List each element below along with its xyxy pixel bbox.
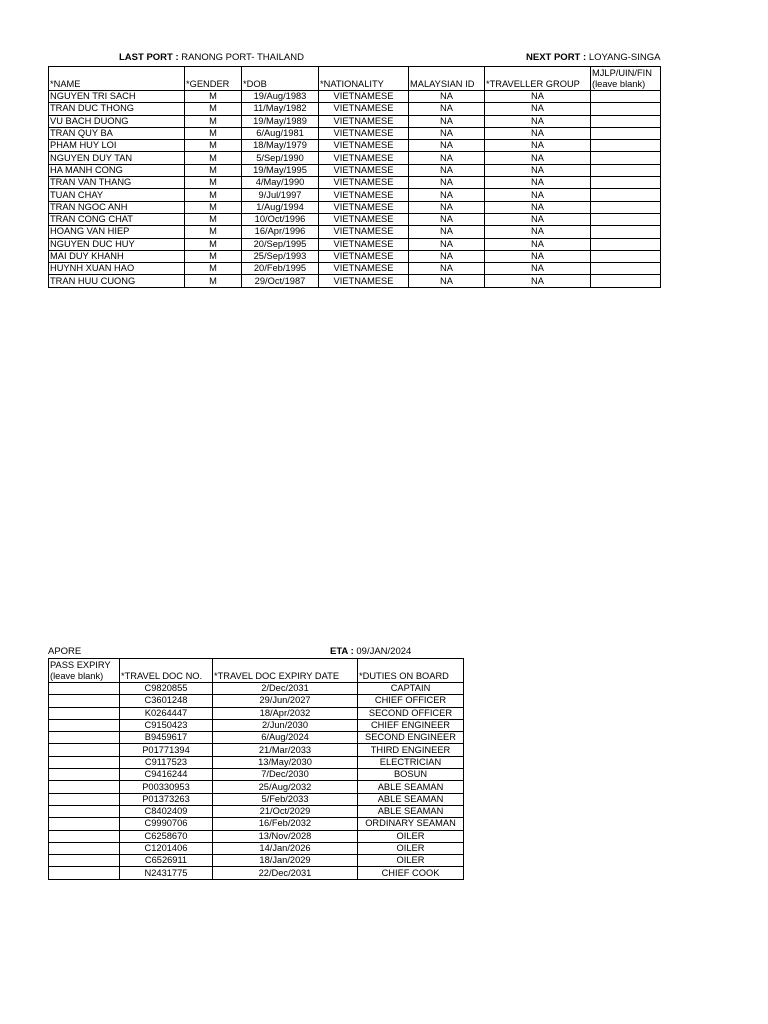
nationality-cell: VIETNAMESE <box>319 140 409 152</box>
crew-name-cell: HA MANH CONG <box>49 164 185 176</box>
malaysian-id-cell: NA <box>409 250 485 262</box>
doc-expiry-cell: 18/Jan/2029 <box>213 855 358 867</box>
duty-cell: CAPTAIN <box>358 683 464 695</box>
travel-doc-cell: C9416244 <box>120 769 213 781</box>
dob-cell: 1/Aug/1994 <box>242 201 319 213</box>
table-row <box>49 732 464 744</box>
mjlp-cell <box>591 275 661 287</box>
col-pass-expiry-header: PASS EXPIRY (leave blank) <box>49 659 120 683</box>
nationality-cell: VIETNAMESE <box>319 177 409 189</box>
col-dob-header: *DOB <box>242 67 319 91</box>
crew-table-part1-body <box>49 91 661 288</box>
malaysian-id-cell: NA <box>409 91 485 103</box>
doc-expiry-cell: 2/Dec/2031 <box>213 683 358 695</box>
mjlp-cell <box>591 263 661 275</box>
duty-cell: SECOND ENGINEER <box>358 732 464 744</box>
malaysian-id-cell: NA <box>409 152 485 164</box>
nationality-cell: VIETNAMESE <box>319 201 409 213</box>
mjlp-cell <box>591 103 661 115</box>
nationality-cell: VIETNAMESE <box>319 115 409 127</box>
nationality-cell: VIETNAMESE <box>319 91 409 103</box>
dob-cell: 4/May/1990 <box>242 177 319 189</box>
travel-doc-cell: C9820855 <box>120 683 213 695</box>
malaysian-id-cell: NA <box>409 140 485 152</box>
mjlp-cell <box>591 250 661 262</box>
malaysian-id-cell: NA <box>409 164 485 176</box>
table-row <box>49 238 661 250</box>
mjlp-cell <box>591 201 661 213</box>
crew-name-cell: TRAN VAN THANG <box>49 177 185 189</box>
traveller-group-cell: NA <box>485 189 591 201</box>
traveller-group-cell: NA <box>485 152 591 164</box>
duty-cell: BOSUN <box>358 769 464 781</box>
table-row <box>49 201 661 213</box>
col-doc-expiry-header: *TRAVEL DOC EXPIRY DATE <box>213 659 358 683</box>
nationality-cell: VIETNAMESE <box>319 250 409 262</box>
pass-expiry-cell <box>49 769 120 781</box>
crew-table-part2-body <box>49 683 464 880</box>
traveller-group-cell: NA <box>485 213 591 225</box>
mjlp-cell <box>591 140 661 152</box>
pass-expiry-cell <box>49 830 120 842</box>
duty-cell: ELECTRICIAN <box>358 756 464 768</box>
malaysian-id-cell: NA <box>409 238 485 250</box>
crew-name-cell: HUYNH XUAN HAO <box>49 263 185 275</box>
mjlp-cell <box>591 115 661 127</box>
dob-cell: 20/Feb/1995 <box>242 263 319 275</box>
nationality-cell: VIETNAMESE <box>319 127 409 139</box>
traveller-group-cell: NA <box>485 263 591 275</box>
table-row <box>49 189 661 201</box>
doc-expiry-cell: 14/Jan/2026 <box>213 842 358 854</box>
pass-expiry-cell <box>49 867 120 879</box>
duty-cell: ORDINARY SEAMAN <box>358 818 464 830</box>
dob-cell: 19/Aug/1983 <box>242 91 319 103</box>
pass-expiry-cell <box>49 707 120 719</box>
table-row <box>49 855 464 867</box>
gender-cell: M <box>185 275 242 287</box>
eta-value: 09/JAN/2024 <box>356 646 412 657</box>
pass-expiry-cell <box>49 842 120 854</box>
nationality-cell: VIETNAMESE <box>319 238 409 250</box>
duty-cell: THIRD ENGINEER <box>358 744 464 756</box>
duty-cell: CHIEF OFFICER <box>358 695 464 707</box>
table-row <box>49 127 661 139</box>
last-port-line <box>119 52 304 63</box>
travel-doc-cell: B9459617 <box>120 732 213 744</box>
duty-cell: OILER <box>358 830 464 842</box>
mjlp-cell <box>591 213 661 225</box>
traveller-group-cell: NA <box>485 103 591 115</box>
nationality-cell: VIETNAMESE <box>319 213 409 225</box>
crew-table-part2 <box>48 658 464 880</box>
travel-doc-cell: C9990706 <box>120 818 213 830</box>
crew-name-cell: TRAN QUY BA <box>49 127 185 139</box>
travel-doc-cell: C1201406 <box>120 842 213 854</box>
traveller-group-cell: NA <box>485 140 591 152</box>
doc-expiry-cell: 13/Nov/2028 <box>213 830 358 842</box>
table-row <box>49 250 661 262</box>
table-row <box>49 842 464 854</box>
traveller-group-cell: NA <box>485 238 591 250</box>
gender-cell: M <box>185 250 242 262</box>
travel-doc-cell: C6258670 <box>120 830 213 842</box>
mjlp-cell <box>591 127 661 139</box>
dob-cell: 9/Jul/1997 <box>242 189 319 201</box>
traveller-group-cell: NA <box>485 91 591 103</box>
pass-expiry-cell <box>49 695 120 707</box>
gender-cell: M <box>185 127 242 139</box>
col-mjlp-header: MJLP/UIN/FIN (leave blank) <box>591 67 661 91</box>
nationality-cell: VIETNAMESE <box>319 275 409 287</box>
traveller-group-cell: NA <box>485 201 591 213</box>
crew-name-cell: NGUYEN DUY TAN <box>49 152 185 164</box>
pass-expiry-cell <box>49 732 120 744</box>
traveller-group-cell: NA <box>485 177 591 189</box>
nationality-cell: VIETNAMESE <box>319 164 409 176</box>
table-row <box>49 152 661 164</box>
table-row <box>49 818 464 830</box>
nationality-cell: VIETNAMESE <box>319 263 409 275</box>
traveller-group-cell: NA <box>485 164 591 176</box>
gender-cell: M <box>185 164 242 176</box>
table-row <box>49 769 464 781</box>
crew-name-cell: TRAN NGOC ANH <box>49 201 185 213</box>
crew-name-cell: PHAM HUY LOI <box>49 140 185 152</box>
table-row <box>49 867 464 879</box>
duty-cell: CHIEF COOK <box>358 867 464 879</box>
table-row <box>49 683 464 695</box>
col-duties-header: *DUTIES ON BOARD <box>358 659 464 683</box>
gender-cell: M <box>185 177 242 189</box>
duty-cell: ABLE SEAMAN <box>358 805 464 817</box>
gender-cell: M <box>185 103 242 115</box>
table-row <box>49 140 661 152</box>
dob-cell: 25/Sep/1993 <box>242 250 319 262</box>
dob-cell: 5/Sep/1990 <box>242 152 319 164</box>
col-travel-doc-header: *TRAVEL DOC NO. <box>120 659 213 683</box>
malaysian-id-cell: NA <box>409 275 485 287</box>
pass-expiry-cell <box>49 744 120 756</box>
malaysian-id-cell: NA <box>409 177 485 189</box>
table-row <box>49 115 661 127</box>
next-port-line <box>526 52 661 63</box>
travel-doc-cell: P01373263 <box>120 793 213 805</box>
next-port-label: NEXT PORT : <box>526 52 587 63</box>
travel-doc-cell: C3601248 <box>120 695 213 707</box>
nationality-cell: VIETNAMESE <box>319 103 409 115</box>
doc-expiry-cell: 18/Apr/2032 <box>213 707 358 719</box>
crew-name-cell: HOANG VAN HIEP <box>49 226 185 238</box>
mjlp-cell <box>591 177 661 189</box>
traveller-group-cell: NA <box>485 127 591 139</box>
travel-doc-cell: C9117523 <box>120 756 213 768</box>
malaysian-id-cell: NA <box>409 201 485 213</box>
gender-cell: M <box>185 115 242 127</box>
gender-cell: M <box>185 213 242 225</box>
table-row <box>49 695 464 707</box>
gender-cell: M <box>185 152 242 164</box>
crew-name-cell: NGUYEN DUC HUY <box>49 238 185 250</box>
table-row <box>49 263 661 275</box>
travel-doc-cell: P00330953 <box>120 781 213 793</box>
malaysian-id-cell: NA <box>409 213 485 225</box>
dob-cell: 11/May/1982 <box>242 103 319 115</box>
table-row <box>49 805 464 817</box>
duty-cell: CHIEF ENGINEER <box>358 719 464 731</box>
table-row <box>49 719 464 731</box>
mjlp-cell <box>591 226 661 238</box>
doc-expiry-cell: 16/Feb/2032 <box>213 818 358 830</box>
gender-cell: M <box>185 189 242 201</box>
doc-expiry-cell: 21/Oct/2029 <box>213 805 358 817</box>
traveller-group-cell: NA <box>485 275 591 287</box>
last-port-label: LAST PORT : <box>119 52 179 63</box>
table-row <box>49 164 661 176</box>
doc-expiry-cell: 7/Dec/2030 <box>213 769 358 781</box>
dob-cell: 29/Oct/1987 <box>242 275 319 287</box>
table-row <box>49 275 661 287</box>
last-port-value: RANONG PORT- THAILAND <box>181 52 304 63</box>
gender-cell: M <box>185 91 242 103</box>
crew-name-cell: TUAN CHAY <box>49 189 185 201</box>
dob-cell: 19/May/1995 <box>242 164 319 176</box>
mjlp-cell <box>591 152 661 164</box>
table-row <box>49 756 464 768</box>
gender-cell: M <box>185 201 242 213</box>
mjlp-cell <box>591 189 661 201</box>
dob-cell: 19/May/1989 <box>242 115 319 127</box>
duty-cell: ABLE SEAMAN <box>358 793 464 805</box>
col-name-header: *NAME <box>49 67 185 91</box>
crew-table-part1 <box>48 66 661 288</box>
traveller-group-cell: NA <box>485 115 591 127</box>
crew-name-cell: VU BACH DUONG <box>49 115 185 127</box>
pass-expiry-cell <box>49 781 120 793</box>
table-row <box>49 830 464 842</box>
malaysian-id-cell: NA <box>409 189 485 201</box>
crew-name-cell: MAI DUY KHANH <box>49 250 185 262</box>
travel-doc-cell: C6526911 <box>120 855 213 867</box>
table-row <box>49 707 464 719</box>
dob-cell: 18/May/1979 <box>242 140 319 152</box>
mjlp-cell <box>591 238 661 250</box>
traveller-group-cell: NA <box>485 250 591 262</box>
nationality-cell: VIETNAMESE <box>319 189 409 201</box>
nationality-cell: VIETNAMESE <box>319 226 409 238</box>
eta-line <box>330 646 411 657</box>
dob-cell: 10/Oct/1996 <box>242 213 319 225</box>
crew-name-cell: TRAN HUU CUONG <box>49 275 185 287</box>
malaysian-id-cell: NA <box>409 127 485 139</box>
duty-cell: SECOND OFFICER <box>358 707 464 719</box>
duty-cell: ABLE SEAMAN <box>358 781 464 793</box>
travel-doc-cell: C8402409 <box>120 805 213 817</box>
col-traveller-group-header: *TRAVELLER GROUP <box>485 67 591 91</box>
traveller-group-cell: NA <box>485 226 591 238</box>
doc-expiry-cell: 25/Aug/2032 <box>213 781 358 793</box>
crew-name-cell: NGUYEN TRI SACH <box>49 91 185 103</box>
pass-expiry-cell <box>49 818 120 830</box>
col-gender-header: *GENDER <box>185 67 242 91</box>
pass-expiry-cell <box>49 756 120 768</box>
travel-doc-cell: N2431775 <box>120 867 213 879</box>
next-port-continued: APORE <box>48 646 82 657</box>
table-row <box>49 91 661 103</box>
next-port-value: LOYANG-SINGA <box>588 52 661 63</box>
duty-cell: OILER <box>358 842 464 854</box>
malaysian-id-cell: NA <box>409 115 485 127</box>
pass-expiry-cell <box>49 805 120 817</box>
pass-expiry-cell <box>49 683 120 695</box>
crew-name-cell: TRAN DUC THONG <box>49 103 185 115</box>
malaysian-id-cell: NA <box>409 263 485 275</box>
nationality-cell: VIETNAMESE <box>319 152 409 164</box>
doc-expiry-cell: 13/May/2030 <box>213 756 358 768</box>
doc-expiry-cell: 29/Jun/2027 <box>213 695 358 707</box>
col-malaysian-id-header: MALAYSIAN ID <box>409 67 485 91</box>
travel-doc-cell: C9150423 <box>120 719 213 731</box>
dob-cell: 6/Aug/1981 <box>242 127 319 139</box>
doc-expiry-cell: 22/Dec/2031 <box>213 867 358 879</box>
table-row <box>49 781 464 793</box>
table-row <box>49 793 464 805</box>
pass-expiry-cell <box>49 855 120 867</box>
malaysian-id-cell: NA <box>409 226 485 238</box>
gender-cell: M <box>185 140 242 152</box>
dob-cell: 20/Sep/1995 <box>242 238 319 250</box>
travel-doc-cell: K0264447 <box>120 707 213 719</box>
mjlp-cell <box>591 91 661 103</box>
pass-expiry-cell <box>49 793 120 805</box>
table-row <box>49 177 661 189</box>
doc-expiry-cell: 21/Mar/2033 <box>213 744 358 756</box>
doc-expiry-cell: 6/Aug/2024 <box>213 732 358 744</box>
eta-label: ETA : <box>330 646 354 657</box>
mjlp-cell <box>591 164 661 176</box>
table-row <box>49 213 661 225</box>
table-row <box>49 744 464 756</box>
dob-cell: 16/Apr/1996 <box>242 226 319 238</box>
doc-expiry-cell: 5/Feb/2033 <box>213 793 358 805</box>
gender-cell: M <box>185 226 242 238</box>
doc-expiry-cell: 2/Jun/2030 <box>213 719 358 731</box>
duty-cell: OILER <box>358 855 464 867</box>
pass-expiry-cell <box>49 719 120 731</box>
col-nationality-header: *NATIONALITY <box>319 67 409 91</box>
gender-cell: M <box>185 263 242 275</box>
malaysian-id-cell: NA <box>409 103 485 115</box>
table-row <box>49 103 661 115</box>
crew-name-cell: TRAN CONG CHAT <box>49 213 185 225</box>
gender-cell: M <box>185 238 242 250</box>
travel-doc-cell: P01771394 <box>120 744 213 756</box>
table-row <box>49 226 661 238</box>
